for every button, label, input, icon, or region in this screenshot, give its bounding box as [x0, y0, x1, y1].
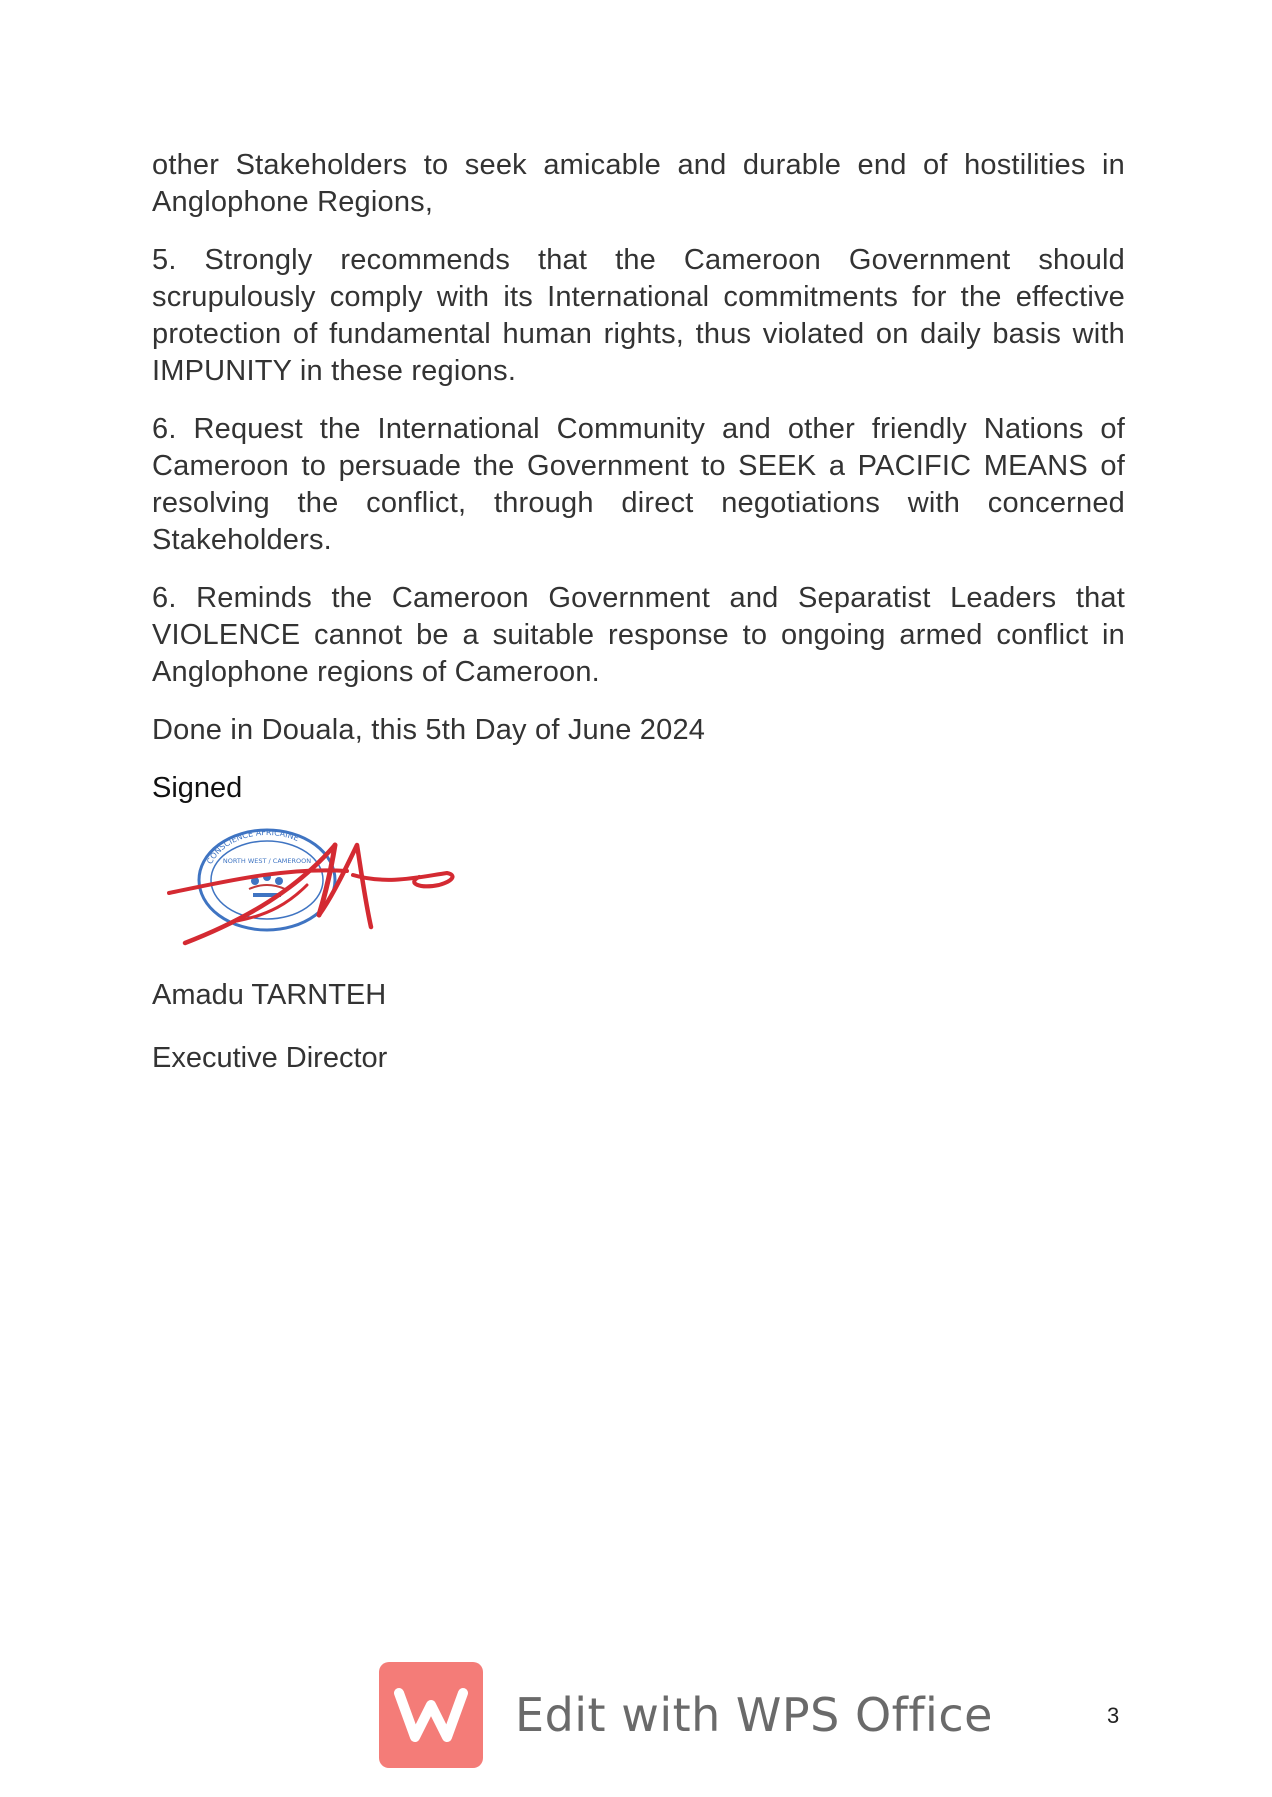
- paragraph-request-6: 6. Request the International Community and other friendly Nations of Cameroon to persuade the Government to SEEK a PACIFIC MEANS of resolving the conflict, through direct negotiations with concerned Stakeholders.: [152, 413, 1125, 556]
- signatory-title: Executive Director: [152, 1042, 388, 1074]
- page-number: 3: [1107, 1703, 1120, 1728]
- wps-edit-label[interactable]: Edit with WPS Office: [515, 1688, 993, 1742]
- signed-label: Signed: [152, 772, 243, 804]
- stamp-arc-text: CONSCIENCE AFRICAINE: [205, 827, 301, 866]
- wps-office-logo-icon: [379, 1662, 483, 1768]
- stamp-and-signature-graphic: [157, 815, 497, 965]
- wps-edit-banner[interactable]: [379, 1662, 993, 1768]
- done-in-line: Done in Douala, this 5th Day of June 2024: [152, 714, 706, 746]
- signatory-name: Amadu TARNTEH: [152, 979, 387, 1011]
- organization-stamp: [199, 828, 335, 930]
- paragraph-reminder-6: 6. Reminds the Cameroon Government and Separatist Leaders that VIOLENCE cannot be a suitable response to ongoing armed conflict in Anglophone regions of Cameroon.: [152, 582, 1125, 688]
- stamp-region-text: NORTH WEST / CAMEROON: [222, 857, 312, 865]
- paragraph-recommendation-5: 5. Strongly recommends that the Cameroon Government should scrupulously comply with its International commitments for the effective protection of fundamental human rights, thus violated on daily basis with IMPUNITY in these regions.: [152, 244, 1125, 387]
- paragraph-continuation: other Stakeholders to seek amicable and durable end of hostilities in Anglophone Regions,: [152, 149, 1125, 218]
- signature-and-stamp: [152, 815, 512, 965]
- document-body: [152, 147, 1125, 1103]
